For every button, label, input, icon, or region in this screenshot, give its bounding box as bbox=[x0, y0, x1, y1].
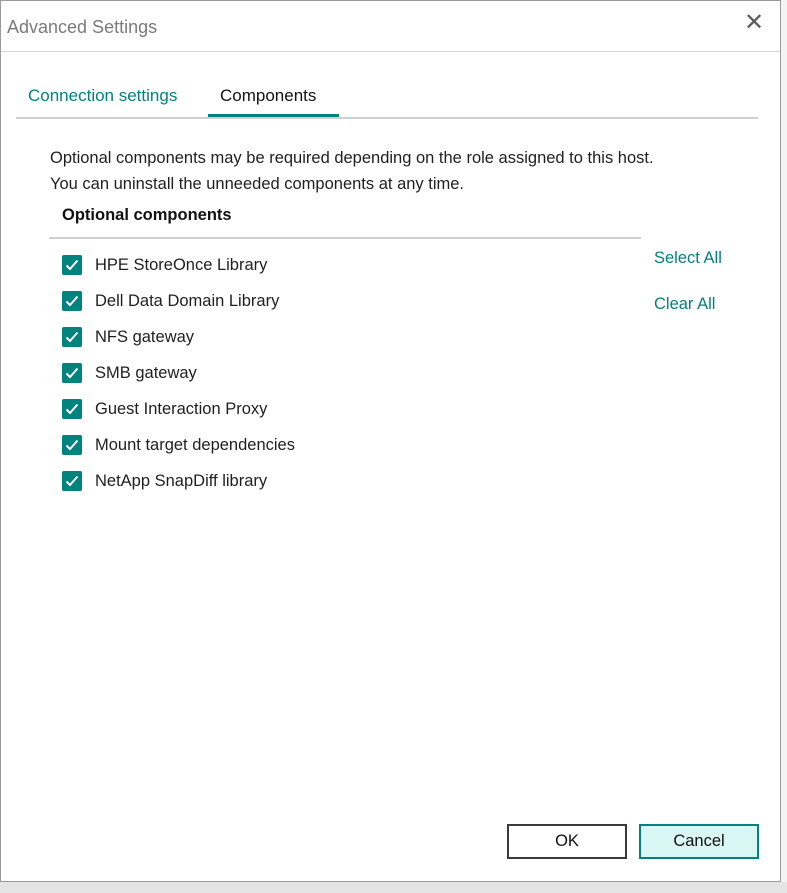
intro-text bbox=[50, 145, 750, 197]
clear-all-link[interactable]: Clear All bbox=[654, 295, 716, 313]
cancel-button[interactable]: Cancel bbox=[639, 824, 759, 859]
component-label: NetApp SnapDiff library bbox=[95, 471, 268, 490]
component-item-hpe-storeonce[interactable] bbox=[62, 247, 622, 283]
component-label: NFS gateway bbox=[95, 327, 195, 346]
component-item-netapp-snapdiff[interactable] bbox=[62, 463, 622, 499]
component-label: Guest Interaction Proxy bbox=[95, 399, 268, 418]
component-item-dell-data-domain[interactable] bbox=[62, 283, 622, 319]
title-bar bbox=[1, 1, 780, 52]
tab-components[interactable]: Components bbox=[220, 86, 317, 105]
checkbox-checked-icon[interactable] bbox=[62, 291, 82, 311]
dialog-title: Advanced Settings bbox=[7, 17, 158, 37]
intro-line-1: Optional components may be required depending on the role assigned to this host. bbox=[50, 149, 654, 167]
checkbox-checked-icon[interactable] bbox=[62, 399, 82, 419]
checkbox-checked-icon[interactable] bbox=[62, 363, 82, 383]
checkbox-checked-icon[interactable] bbox=[62, 327, 82, 347]
select-all-link[interactable]: Select All bbox=[654, 249, 722, 267]
component-item-guest-interaction-proxy[interactable] bbox=[62, 391, 622, 427]
ok-button[interactable]: OK bbox=[507, 824, 627, 859]
component-item-nfs-gateway[interactable] bbox=[62, 319, 622, 355]
component-item-mount-target-dependencies[interactable] bbox=[62, 427, 622, 463]
component-item-smb-gateway[interactable] bbox=[62, 355, 622, 391]
checkbox-checked-icon[interactable] bbox=[62, 255, 82, 275]
section-divider bbox=[49, 237, 641, 239]
components-list bbox=[62, 247, 622, 499]
component-label: Mount target dependencies bbox=[95, 435, 295, 454]
close-icon[interactable]: ✕ bbox=[743, 9, 765, 36]
component-label: Dell Data Domain Library bbox=[95, 291, 280, 310]
background-edge-bottom bbox=[0, 882, 787, 893]
intro-line-2: You can uninstall the unneeded components at any time. bbox=[50, 175, 465, 193]
active-tab-indicator bbox=[208, 114, 339, 117]
checkbox-checked-icon[interactable] bbox=[62, 471, 82, 491]
component-label: HPE StoreOnce Library bbox=[95, 255, 268, 274]
section-title: Optional components bbox=[62, 206, 232, 224]
tab-connection-settings[interactable]: Connection settings bbox=[28, 86, 178, 105]
component-label: SMB gateway bbox=[95, 363, 197, 382]
checkbox-checked-icon[interactable] bbox=[62, 435, 82, 455]
tab-bar bbox=[16, 83, 758, 119]
background-edge bbox=[781, 0, 787, 893]
